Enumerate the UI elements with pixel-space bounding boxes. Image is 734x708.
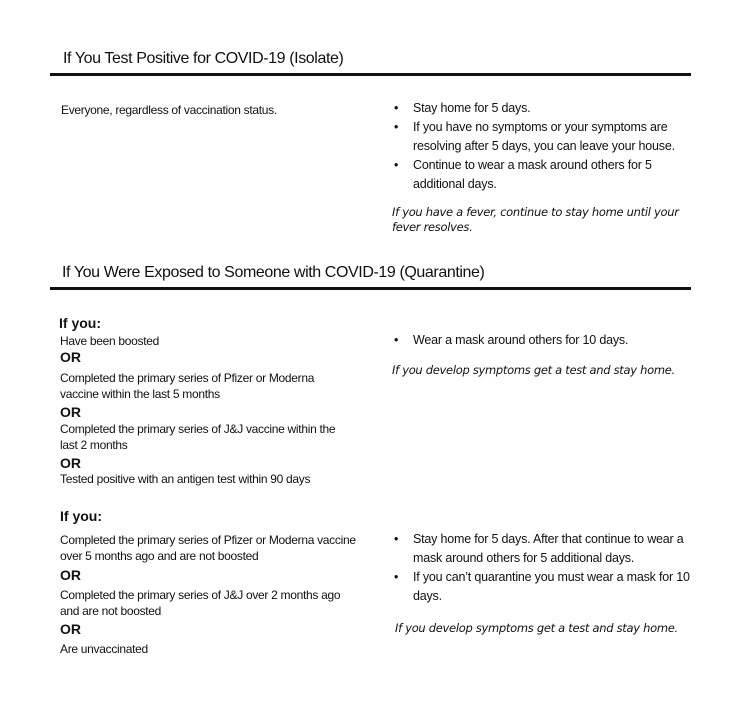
list-item bbox=[392, 331, 692, 350]
group2-condition-unvaccinated: Are unvaccinated bbox=[60, 642, 148, 656]
group2-bullet-1: Stay home for 5 days. After that continue to wear a mask around others for 5 additional days. bbox=[413, 532, 684, 565]
bullet-glyph: • bbox=[394, 333, 399, 347]
bullet-glyph: • bbox=[394, 570, 399, 584]
isolate-bullet-list bbox=[392, 99, 692, 194]
group2-condition-jj: Completed the primary series of J&J over 2 months ago and are not boosted bbox=[60, 588, 341, 618]
group1-bullet-list bbox=[392, 331, 692, 350]
isolate-divider bbox=[50, 73, 691, 76]
isolate-bullet-1: Stay home for 5 days. bbox=[413, 101, 531, 115]
list-item bbox=[392, 530, 697, 568]
list-item bbox=[392, 156, 692, 194]
group1-or-1: OR bbox=[60, 349, 81, 365]
group1-condition-boosted: Have been boosted bbox=[60, 334, 159, 348]
group1-bullet-1: Wear a mask around others for 10 days. bbox=[413, 333, 629, 347]
list-item bbox=[392, 118, 692, 156]
isolate-note: If you have a fever, continue to stay home until your fever resolves. bbox=[392, 205, 679, 234]
group2-or-2: OR bbox=[60, 621, 81, 637]
group2-bullet-2: If you can’t quarantine you must wear a mask for 10 days. bbox=[413, 570, 690, 603]
isolate-bullet-3: Continue to wear a mask around others for 5 additional days. bbox=[413, 158, 652, 191]
isolate-heading: If You Test Positive for COVID-19 (Isolate) bbox=[63, 50, 344, 67]
group2-or-1: OR bbox=[60, 567, 81, 583]
bullet-glyph: • bbox=[394, 158, 399, 172]
group1-condition-jj: Completed the primary series of J&J vaccine within the last 2 months bbox=[60, 422, 336, 452]
bullet-glyph: • bbox=[394, 120, 399, 134]
group2-note: If you develop symptoms get a test and stay home. bbox=[395, 621, 678, 635]
quarantine-divider bbox=[50, 287, 691, 290]
group1-label: If you: bbox=[59, 315, 101, 331]
list-item bbox=[392, 568, 697, 606]
bullet-glyph: • bbox=[394, 532, 399, 546]
group2-label: If you: bbox=[60, 508, 102, 524]
group1-or-3: OR bbox=[60, 455, 81, 471]
group2-condition-pfizer-moderna: Completed the primary series of Pfizer or Moderna vaccine over 5 months ago and are not boosted bbox=[60, 533, 356, 563]
group1-condition-pfizer-moderna: Completed the primary series of Pfizer or Moderna vaccine within the last 5 months bbox=[60, 371, 315, 401]
isolate-bullet-2: If you have no symptoms or your symptoms are resolving after 5 days, you can leave your house. bbox=[413, 120, 675, 153]
bullet-glyph: • bbox=[394, 101, 399, 115]
group1-or-2: OR bbox=[60, 404, 81, 420]
isolate-who: Everyone, regardless of vaccination status. bbox=[61, 103, 277, 117]
group2-bullet-list bbox=[392, 530, 697, 606]
quarantine-heading: If You Were Exposed to Someone with COVID-19 (Quarantine) bbox=[62, 264, 485, 281]
group1-condition-antigen: Tested positive with an antigen test within 90 days bbox=[60, 472, 311, 486]
list-item bbox=[392, 99, 692, 118]
group1-note: If you develop symptoms get a test and stay home. bbox=[392, 363, 675, 377]
